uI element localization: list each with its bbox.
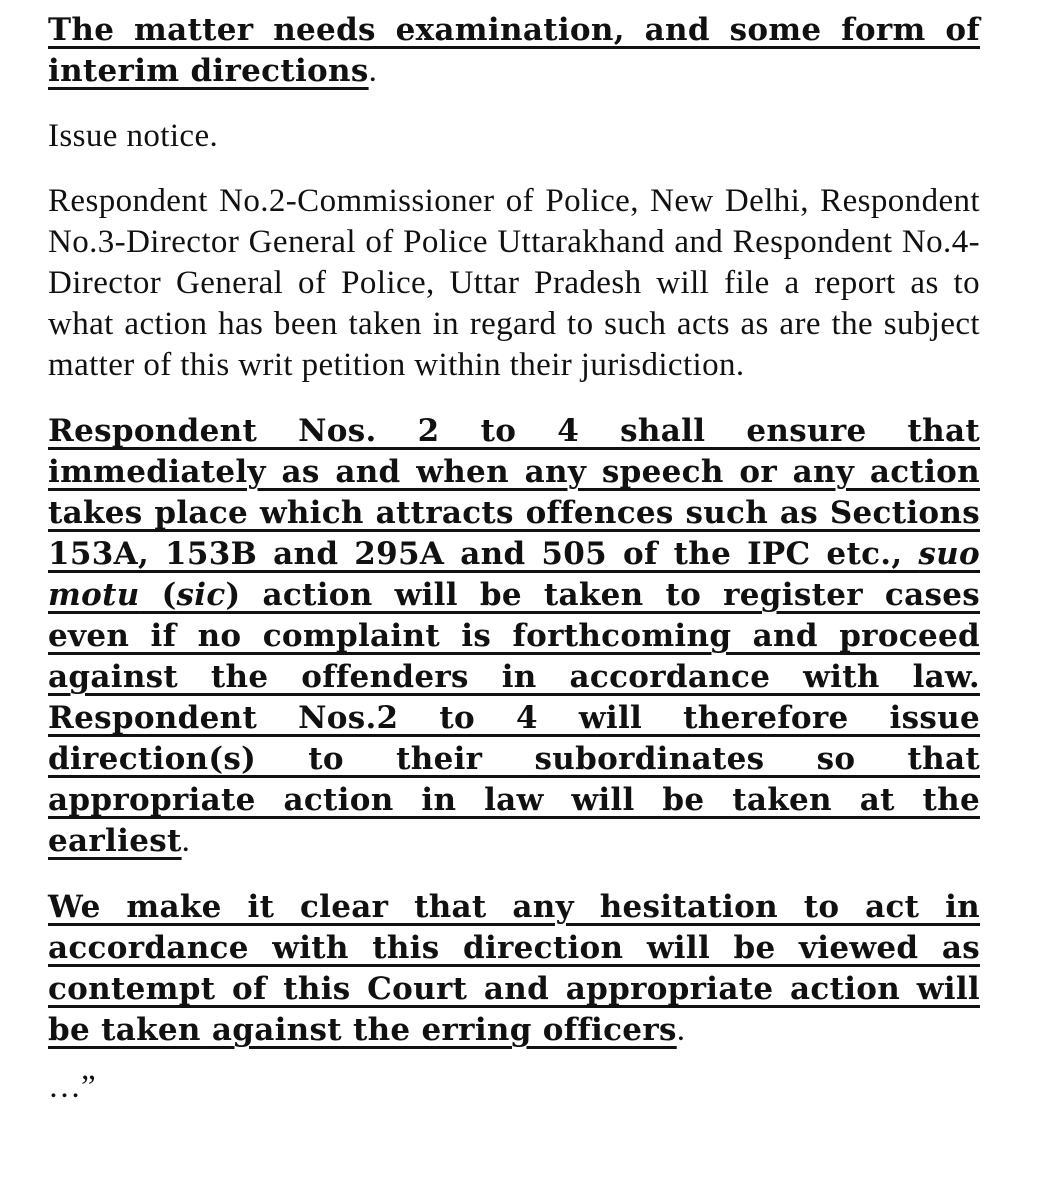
italic-sic: sic bbox=[176, 577, 226, 613]
paragraph-suo-motu-direction bbox=[48, 411, 980, 862]
document-page bbox=[48, 10, 980, 1108]
paragraph-contempt-warning bbox=[48, 887, 980, 1051]
direction-text-part3: ) action will be taken to register cases even if no complaint is forthcoming and proceed against the offenders in accordance with law. Respondent Nos.2 to 4 will therefore issue direction(s) to their subordinates so that appropriate action in law will be taken at the earliest bbox=[48, 577, 980, 859]
paragraph-tail: . bbox=[676, 1012, 686, 1048]
italic-suo-motu: suo motu bbox=[48, 536, 980, 613]
underlined-bold-text: The matter needs examination, and some form of interim directions bbox=[48, 12, 980, 89]
paragraph-issue-notice: Issue notice. bbox=[48, 118, 219, 154]
underlined-bold-text bbox=[48, 413, 980, 859]
closing-quote-ellipsis: …” bbox=[48, 1069, 96, 1105]
paragraph-tail: . bbox=[368, 53, 378, 89]
paragraph-interim-directions bbox=[48, 10, 980, 92]
paragraph-respondents-report: Respondent No.2-Commissioner of Police, New Delhi, Respondent No.3-Director General of Police Uttarakhand and Respondent No.4- Director General of Police, Uttar Pradesh will file a report as to what action has been taken in regard to such acts as are the subject matter of this writ petition within their jurisdiction. bbox=[48, 183, 980, 383]
paragraph-tail: . bbox=[181, 823, 191, 859]
direction-text-part1: Respondent Nos. 2 to 4 shall ensure that immediately as and when any speech or any action takes place which attracts offences such as Sections 153A, 153B and 295A and 505 of the IPC etc., bbox=[48, 413, 980, 572]
underlined-bold-text: We make it clear that any hesitation to act in accordance with this direction will be viewed as contempt of this Court and appropriate action will be taken against the erring officers bbox=[48, 889, 980, 1048]
direction-text-part2: ( bbox=[139, 577, 177, 613]
